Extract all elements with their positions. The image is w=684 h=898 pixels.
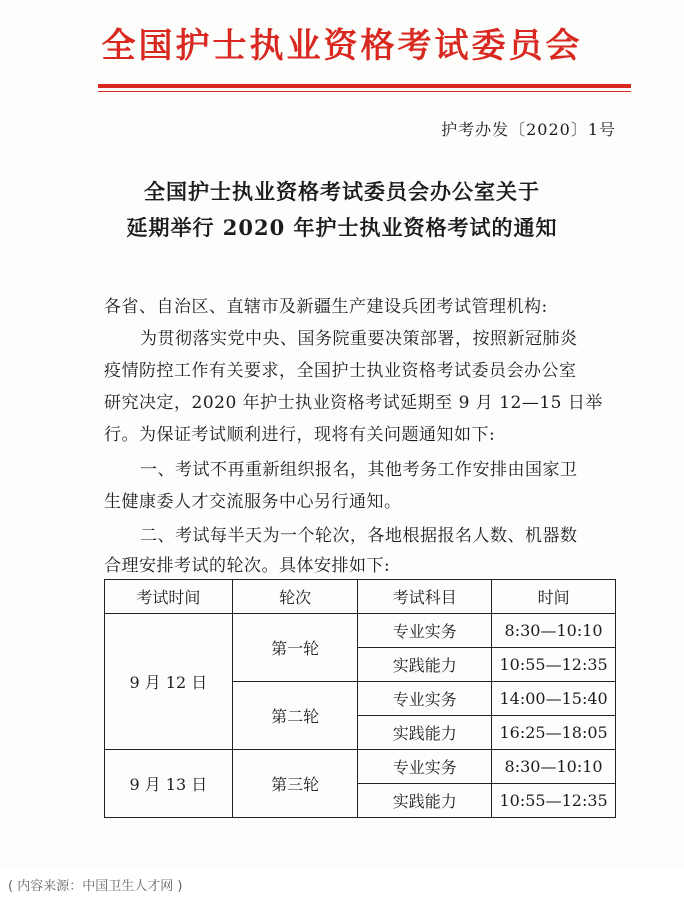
subject-cell: 实践能力: [358, 648, 492, 682]
body-line: 研究决定，2020 年护士执业资格考试延期至 9 月 12—15 日举: [104, 393, 603, 413]
subject-cell: 实践能力: [358, 716, 492, 750]
masthead-title: 全国护士执业资格考试委员会: [101, 26, 583, 66]
time-cell: 8:30—10:10: [492, 750, 616, 784]
time-cell: 16:25—18:05: [492, 716, 616, 750]
body-line: 二、考试每半天为一个轮次，各地根据报名人数、机器数: [140, 526, 578, 546]
header-round: 轮次: [232, 580, 358, 614]
subject-cell: 专业实务: [358, 750, 492, 784]
table-header-row: [105, 580, 616, 614]
subject-cell: 专业实务: [358, 682, 492, 716]
body-line: 疫情防控工作有关要求，全国护士执业资格考试委员会办公室: [104, 361, 577, 381]
round-cell: 第三轮: [232, 750, 358, 818]
time-cell: 10:55—12:35: [492, 784, 616, 818]
body-line: 生健康委人才交流服务中心另行通知。: [104, 492, 402, 512]
body-line: 一、考试不再重新组织报名，其他考务工作安排由国家卫: [140, 460, 578, 480]
body-line: 合理安排考试的轮次。具体安排如下:: [104, 556, 391, 576]
addressee-line: 各省、自治区、直辖市及新疆生产建设兵团考试管理机构:: [104, 297, 548, 317]
time-cell: 8:30—10:10: [492, 614, 616, 648]
table-row: [105, 614, 616, 648]
round-cell: 第二轮: [232, 682, 358, 750]
body-line: 行。为保证考试顺利进行，现将有关问题通知如下:: [104, 425, 496, 445]
subject-cell: 专业实务: [358, 614, 492, 648]
masthead-rule-thin: [98, 91, 631, 92]
masthead-rule-thick: [98, 84, 631, 88]
document-number: 护考办发〔2020〕1号: [441, 120, 616, 139]
header-exam-date: 考试时间: [105, 580, 233, 614]
notice-title-line-1: 全国护士执业资格考试委员会办公室关于: [144, 179, 540, 204]
source-note: ( 内容来源：中国卫生人才网 ): [8, 879, 183, 894]
time-cell: 14:00—15:40: [492, 682, 616, 716]
round-cell: 第一轮: [232, 614, 358, 682]
body-line: 为贯彻落实党中央、国务院重要决策部署，按照新冠肺炎: [140, 329, 578, 349]
date-cell: 9 月 13 日: [105, 750, 233, 818]
header-subject: 考试科目: [358, 580, 492, 614]
time-cell: 10:55—12:35: [492, 648, 616, 682]
notice-title-line-2: 延期举行 2020 年护士执业资格考试的通知: [126, 215, 558, 240]
subject-cell: 实践能力: [358, 784, 492, 818]
exam-schedule-table: [104, 579, 616, 818]
table-row: [105, 750, 616, 784]
date-cell: 9 月 12 日: [105, 614, 233, 750]
header-time: 时间: [492, 580, 616, 614]
